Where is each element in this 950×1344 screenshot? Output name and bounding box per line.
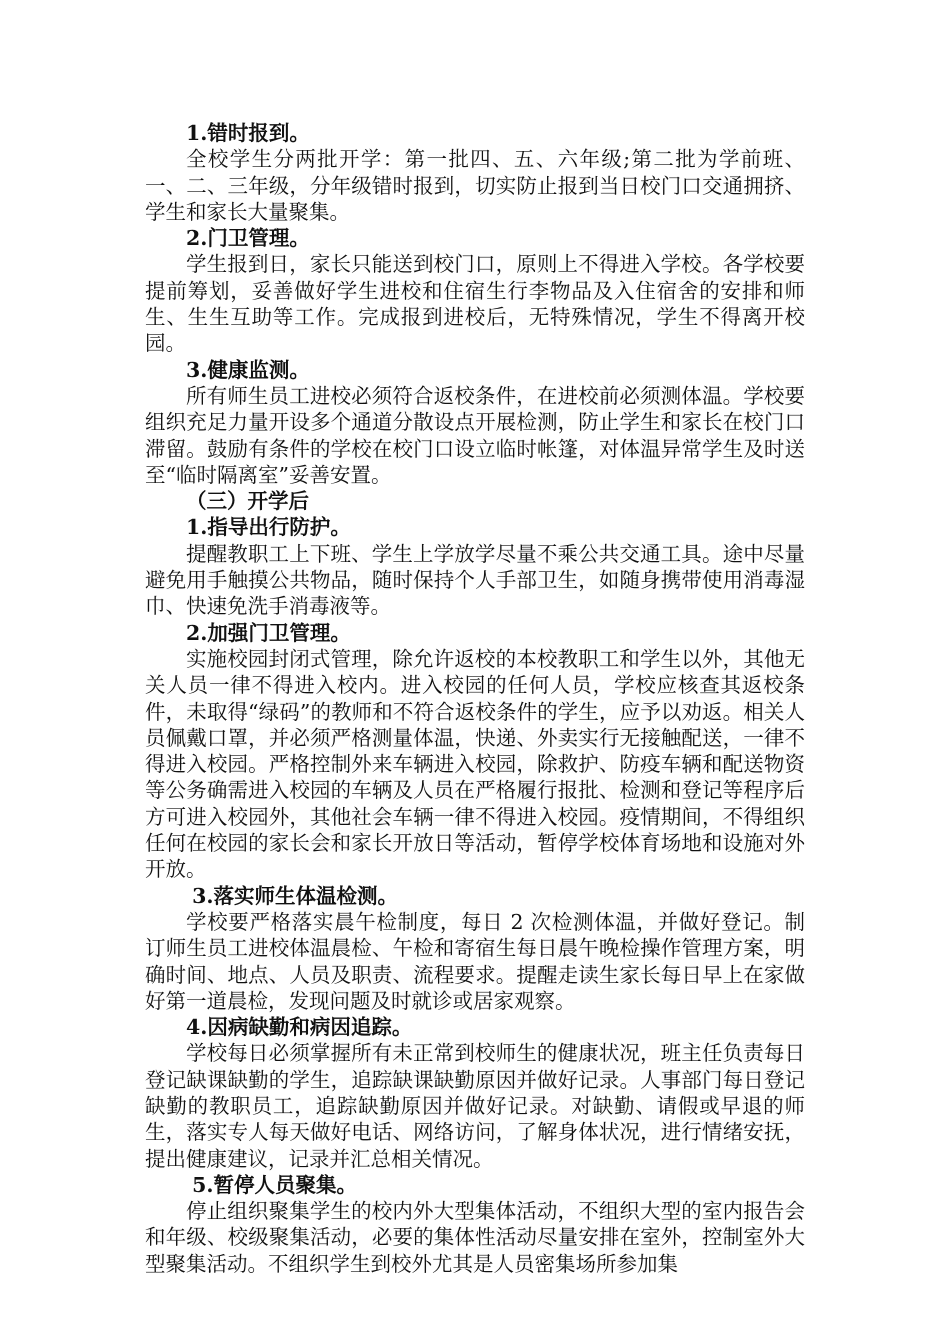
heading-suspend-gatherings: 5.暂停人员聚集。 <box>192 1172 358 1197</box>
heading-gate-management: 2.门卫管理。 <box>186 226 310 251</box>
paragraph-gate-management: 学生报到日，家长只能送到校门口，原则上不得进入学校。各学校要提前筹划，妥善做好学生进校和住宿生行李物品及入住宿舍的安排和师生、生生互助等工作。完成报到进校后，无特殊情况，学生不得离开校园。 <box>145 252 805 356</box>
paragraph-temperature-check: 学校要严格落实晨午检制度，每日 2 次检测体温，并做好登记。制订师生员工进校体温晨检、午检和寄宿生每日晨午晚检操作管理方案，明确时间、地点、人员及职责、流程要求。提醒走读生家长每日早上在家做好第一道晨检，发现问题及时就诊或居家观察。 <box>145 909 805 1013</box>
heading-temperature-check: 3.落实师生体温检测。 <box>192 883 399 908</box>
heading-strengthen-gate-management: 2.加强门卫管理。 <box>186 620 351 645</box>
heading-staggered-registration: 1.错时报到。 <box>186 121 310 145</box>
paragraph-health-monitoring: 所有师生员工进校必须符合返校条件，在进校前必须测体温。学校要组织充足力量开设多个通道分散设点开展检测，防止学生和家长在校门口滞留。鼓励有条件的学校在校门口设立临时帐篷，对体温异常学生及时送至“临时隔离室”妥善安置。 <box>145 383 805 487</box>
section-after-school-start: （三）开学后 <box>186 489 309 514</box>
paragraph-suspend-gatherings: 停止组织聚集学生的校内外大型集体活动，不组织大型的室内报告会和年级、校级聚集活动，必要的集体性活动尽量安排在室外，控制室外大型聚集活动。不组织学生到校外尤其是人员密集场所参加集 <box>145 1199 805 1276</box>
paragraph-strengthen-gate-management: 实施校园封闭式管理，除允许返校的本校教职工和学生以外，其他无关人员一律不得进入校内。进入校园的任何人员，学校应核查其返校条件，未取得“绿码”的教师和不符合返校条件的学生，应予以劝返。相关人员佩戴口罩，并必须严格测量体温，快递、外卖实行无接触配送，一律不得进入校园。严格控制外来车辆进入校园，除救护、防疫车辆和配送物资等公务确需进入校园的车辆及人员在严格履行报批、检测和登记等程序后方可进入校园外，其他社会车辆一律不得进入校园。疫情期间，不得组织任何在校园的家长会和家长开放日等活动，暂停学校体育场地和设施对外开放。 <box>145 646 805 882</box>
heading-health-monitoring: 3.健康监测。 <box>186 357 310 382</box>
document-body <box>145 120 805 1277</box>
paragraph-absence-tracking: 学校每日必须掌握所有未正常到校师生的健康状况，班主任负责每日登记缺课缺勤的学生，追踪缺课缺勤原因并做好记录。人事部门每日登记缺勤的教职员工，追踪缺勤原因并做好记录。对缺勤、请假或早退的师生，落实专人每天做好电话、网络访问，了解身体状况，进行情绪安抚，提出健康建议，记录并汇总相关情况。 <box>145 1041 805 1171</box>
paragraph-travel-protection: 提醒教职工上下班、学生上学放学尽量不乘公共交通工具。途中尽量避免用手触摸公共物品，随时保持个人手部卫生，如随身携带使用消毒湿巾、快速免洗手消毒液等。 <box>145 541 805 619</box>
paragraph-staggered-registration: 全校学生分两批开学：第一批四、五、六年级;第二批为学前班、一、二、三年级，分年级错时报到，切实防止报到当日校门口交通拥挤、学生和家长大量聚集。 <box>145 147 805 224</box>
heading-absence-tracking: 4.因病缺勤和病因追踪。 <box>186 1015 413 1040</box>
heading-travel-protection: 1.指导出行防护。 <box>186 515 351 540</box>
